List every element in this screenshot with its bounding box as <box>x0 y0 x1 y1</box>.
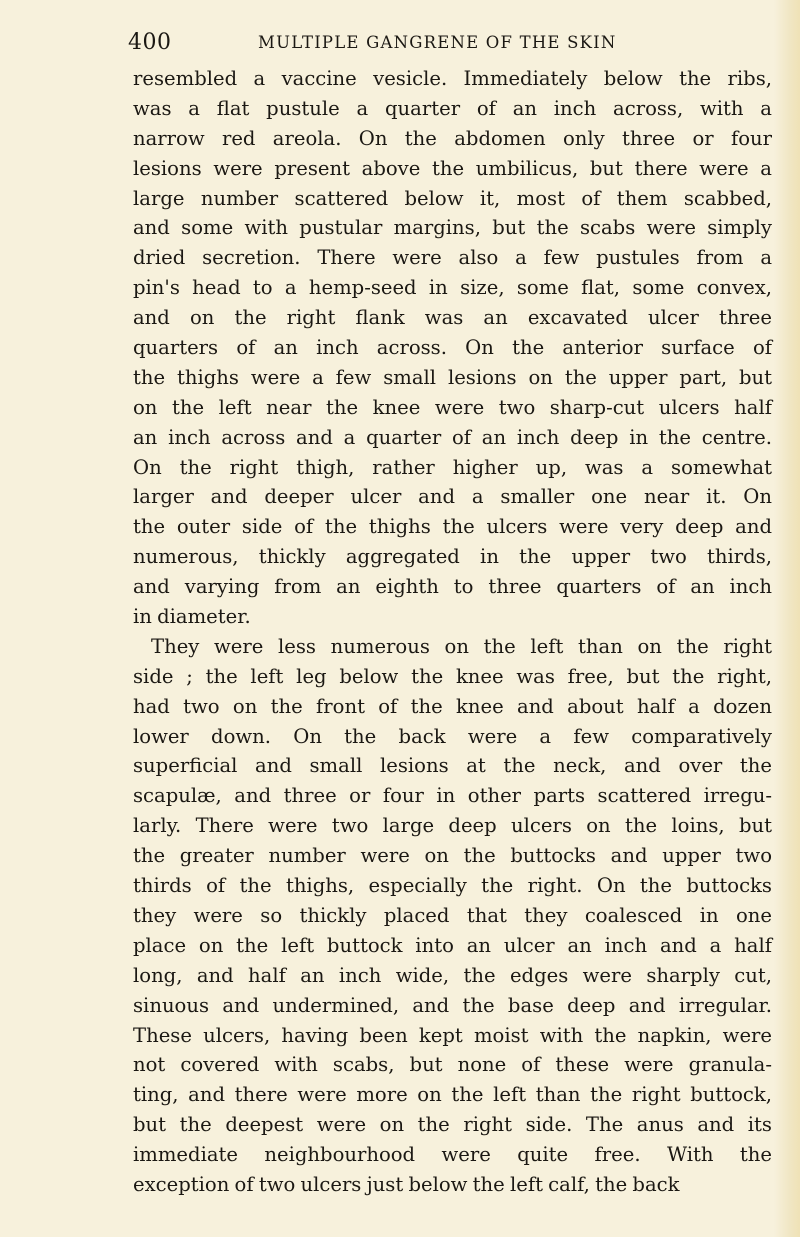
paragraph <box>133 632 772 1200</box>
text-line: exception of two ulcers just below the left calf, the back <box>133 1172 680 1196</box>
body-text <box>133 64 772 1200</box>
text-line: the greater number were on the buttocks and upper two <box>133 844 772 868</box>
text-line: scapulæ, and three or four in other parts scattered irregu- <box>133 784 772 808</box>
text-line: quarters of an inch across. On the anterior surface of <box>133 336 772 360</box>
text-line: in diameter. <box>133 605 251 629</box>
text-line: was a flat pustule a quarter of an inch across, with a <box>133 96 772 120</box>
text-line: numerous, thickly aggregated in the upper two thirds, <box>133 545 772 569</box>
text-line: the thighs were a few small lesions on the upper part, but <box>133 365 772 389</box>
text-line: They were less numerous on the left than on the right <box>151 634 772 658</box>
text-line: resembled a vaccine vesicle. Immediately below the ribs, <box>133 67 772 90</box>
text-line: side ; the left leg below the knee was free, but the right, <box>133 664 772 688</box>
text-line: long, and half an inch wide, the edges were sharply cut, <box>133 963 772 987</box>
text-line: sinuous and undermined, and the base deep and irregular. <box>133 993 772 1017</box>
paragraph <box>133 64 772 632</box>
text-line: had two on the front of the knee and about half a dozen <box>133 694 772 718</box>
page-edge-shadow <box>774 0 800 1237</box>
text-line: thirds of the thighs, especially the right. On the buttocks <box>133 874 772 898</box>
text-line: lesions were present above the umbilicus, but there were a <box>133 156 772 180</box>
text-line: immediate neighbourhood were quite free. With the <box>133 1143 772 1167</box>
text-line: larly. There were two large deep ulcers on the loins, but <box>133 814 772 838</box>
text-line: larger and deeper ulcer and a smaller one near it. On <box>133 485 772 509</box>
page-header <box>128 30 770 58</box>
text-line: lower down. On the back were a few comparatively <box>133 724 772 748</box>
running-title: MULTIPLE GANGRENE OF THE SKIN <box>258 33 617 52</box>
text-line: dried secretion. There were also a few pustules from a <box>133 246 772 270</box>
text-line: ting, and there were more on the left than the right buttock, <box>133 1083 772 1107</box>
text-line: an inch across and a quarter of an inch deep in the centre. <box>133 425 772 449</box>
text-line: and varying from an eighth to three quarters of an inch <box>133 575 772 599</box>
text-line: large number scattered below it, most of them scabbed, <box>133 186 772 210</box>
text-line: on the left near the knee were two sharp-cut ulcers half <box>133 395 772 419</box>
text-line: On the right thigh, rather higher up, was a somewhat <box>133 455 772 479</box>
text-line: superficial and small lesions at the neck, and over the <box>133 754 772 778</box>
text-line: not covered with scabs, but none of these were granula- <box>133 1053 772 1077</box>
text-line: and on the right flank was an excavated ulcer three <box>133 306 772 330</box>
page-number: 400 <box>128 30 172 55</box>
text-line: pin's head to a hemp-seed in size, some flat, some convex, <box>133 276 772 300</box>
text-line: narrow red areola. On the abdomen only three or four <box>133 126 772 150</box>
text-line: but the deepest were on the right side. The anus and its <box>133 1113 772 1137</box>
text-line: the outer side of the thighs the ulcers were very deep and <box>133 515 772 539</box>
text-line: place on the left buttock into an ulcer an inch and a half <box>133 933 772 957</box>
text-line: they were so thickly placed that they coalesced in one <box>133 903 772 927</box>
text-line: These ulcers, having been kept moist with the napkin, were <box>133 1023 772 1047</box>
text-line: and some with pustular margins, but the scabs were simply <box>133 216 772 240</box>
